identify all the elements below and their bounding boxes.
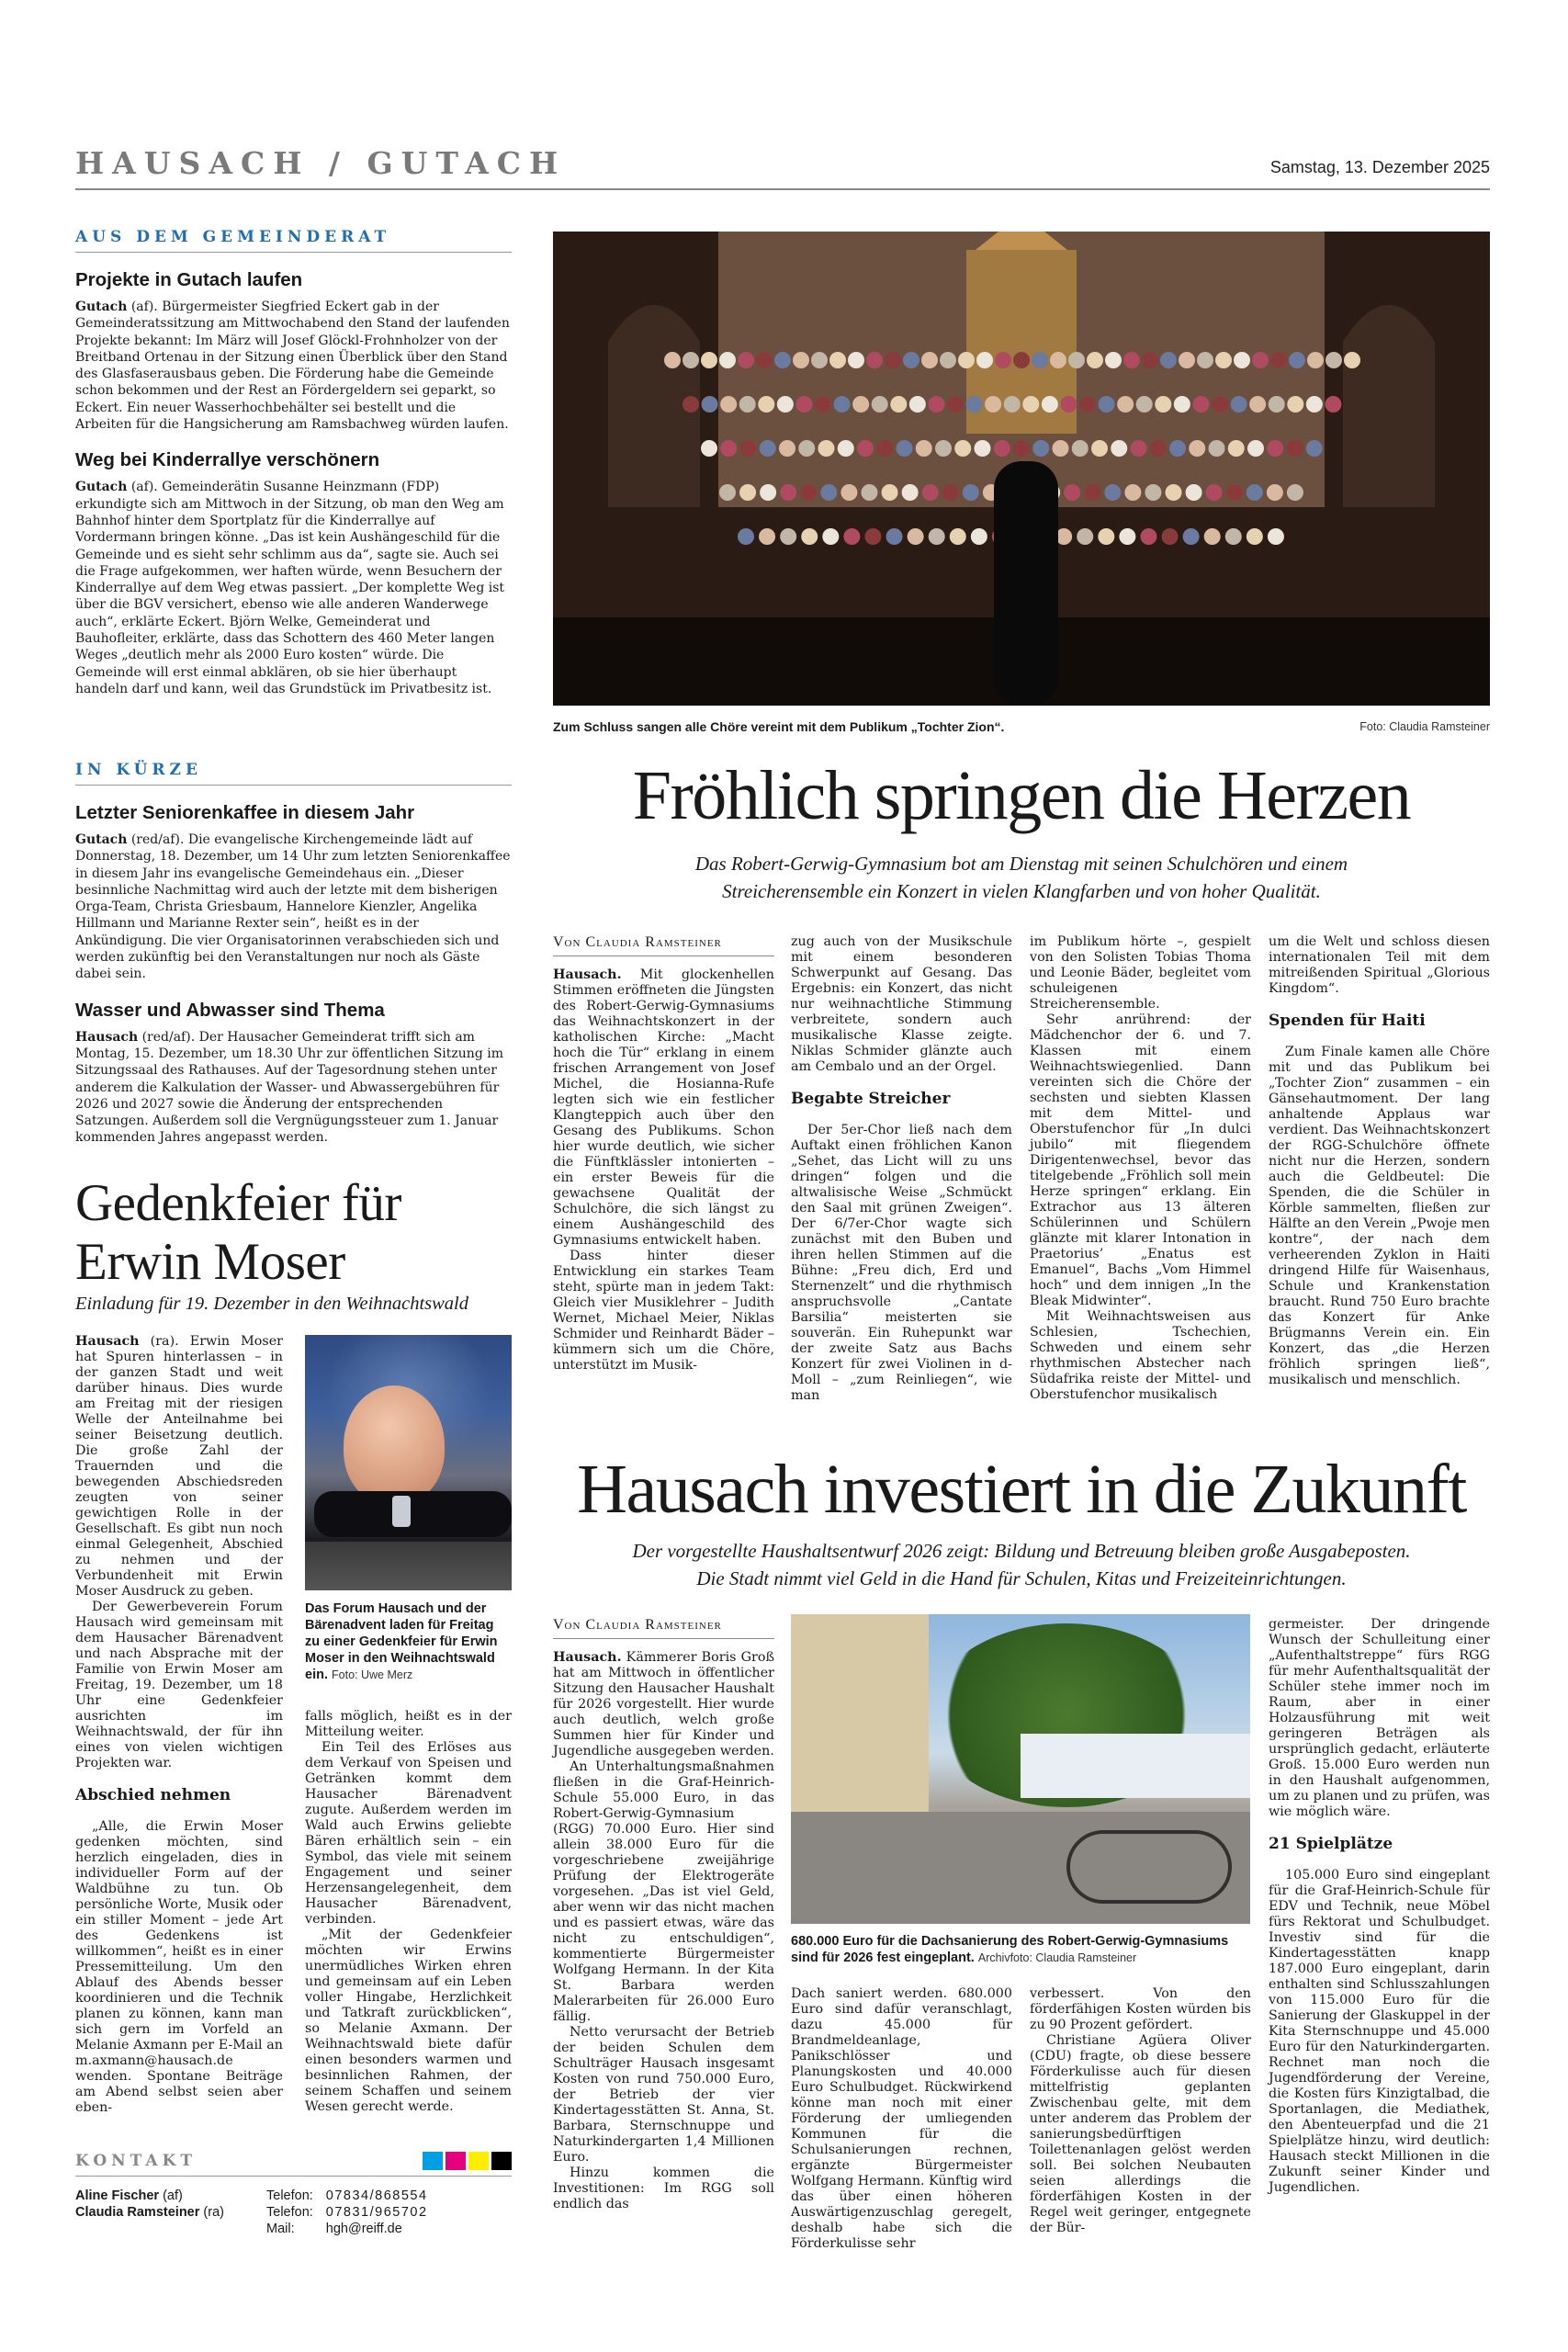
article-column-2 — [791, 934, 1012, 1404]
choir-member — [780, 484, 796, 501]
choir-member — [1136, 396, 1153, 413]
choir-member — [1022, 396, 1039, 413]
article-headline: Hausach investiert in die Zukunft — [577, 1451, 1466, 1528]
choir-member — [1032, 352, 1048, 368]
choir-member — [1289, 352, 1305, 368]
choir-member — [950, 528, 966, 545]
photo-credit: Foto: Uwe Merz — [332, 1668, 413, 1681]
choir-member — [954, 440, 971, 457]
dateline: Hausach — [75, 1334, 140, 1349]
photo-caption: Das Forum Hausach und der Bärenadvent laden für Freitag zu einer Gedenkfeier für Erwin Moser in den Weihnachtswald ein. Foto: Uwe Merz — [305, 1601, 498, 1682]
choir-member — [1099, 396, 1115, 413]
choir-member — [760, 440, 776, 457]
phone-link[interactable]: 07834/868554 — [325, 2188, 428, 2203]
choir-member — [1162, 528, 1179, 545]
choir-member — [1145, 484, 1161, 501]
choir-member — [1287, 440, 1303, 457]
paragraph-text: „Alle, die Erwin Moser gedenken möchten, sind herzlich eingeladen, dies in individueller Form auf der Waldbühne zu tun. Ob persönliche Worte, Musik oder ein stiller Moment – jede Art des Gedenkens ist willkommen“, heißt es in einer Pressemitteilung. Um den Ablauf des Abends besser koordinieren und die Technik planen zu können, kann man sich gern im Vorfeld an Melanie Axmann per E-Mail an m.axmann@hausach.de wenden. Spontane Beiträge am Abend selbst seien aber eben- — [75, 1819, 283, 2115]
choir-member — [818, 440, 835, 457]
choir-member — [1013, 440, 1030, 457]
choir-member — [994, 440, 1010, 457]
choir-member — [1252, 352, 1269, 368]
choir-member — [1225, 528, 1242, 545]
choir-member — [848, 352, 864, 368]
dateline: Gutach — [75, 300, 128, 314]
choir-member — [1042, 396, 1058, 413]
dateline: Gutach — [75, 832, 128, 847]
author-code: (red/af). — [138, 1029, 199, 1045]
choir-member — [1084, 484, 1100, 501]
choir-member — [1124, 484, 1141, 501]
article-column-2 — [791, 1986, 1012, 2252]
cmyk-cyan — [423, 2152, 443, 2170]
paragraph — [553, 1650, 774, 1759]
choir-member — [864, 528, 881, 545]
choir-member — [1123, 352, 1140, 368]
brief-text: Bürgermeister Siegfried Eckert gab in der Gemeinderatssitzung am Mittwochabend den Stand der laufenden Projekte bekannt: Im März will Josef Glöckl-Frohnholzer von der Breitband Ortenau in der Sitzung einen Überblick über den Stand des Glasfaserausbaus geben. Die Förderung habe die Gemeinde schon bekommen und der Rest an Fördergeldern sei geparkt, so Eckert. Ein neuer Wasserhochbehälter sei bestellt und die Arbeiten für die Hangsicherung am Ramsbachweg würden laufen. — [75, 300, 510, 433]
photo-caption: Zum Schluss sangen alle Chöre vereint mit dem Publikum „Tochter Zion“. — [553, 719, 1005, 734]
article-subtitle: Der vorgestellte Haushaltsentwurf 2026 zeigt: Bildung und Betreuung bleiben große Ausgabeposten. Die Stadt nimmt viel Geld in die Hand für Schulen, Kitas und Freizeiteinrichtungen. — [632, 1540, 1411, 1589]
paragraph — [1269, 1868, 1490, 2196]
article-column-1 — [553, 1617, 774, 2212]
choir-member — [928, 396, 944, 413]
choir-member — [682, 396, 699, 413]
choir-member — [756, 352, 773, 368]
paragraph-text: Der Gewerbeverein Forum Hausach wird gemeinsam mit dem Hausacher Bärenadvent und nach Absprache mit der Familie von Erwin Moser am Freitag, 19. Dezember, um 18 Uhr eine Gedenkfeier ausrichten im Weihnachtswald, der für ihn eines von vielen wichtigen Projekten war. — [75, 1600, 283, 1770]
dateline: Hausach — [75, 1029, 139, 1045]
paragraph — [75, 1600, 283, 1771]
choir-member — [779, 440, 795, 457]
paragraph-text: Der 5er-Chor ließ nach dem Auftakt einen fröhlichen Kanon „Sehet, das Licht will zu uns dringen“ folgen und die altwalisische Weise „Schmückt den Saal mit grünen Zweigen“. Der 6/7er-Chor wagte sich zunächst mit den Buben und ihren hellen Stimmen auf die Bühne: „Freu dich, Erd und Sternenzelt“ und die rhythmisch anspruchsvolle „Cantate Barsilia“ meisterten sie souverän. Ein Ruhepunkt war der zweite Satz aus Bachs Konzert für zwei Violinen in d-Moll – „zum Reinliegen“, wie man — [791, 1123, 1012, 1403]
choir-member — [940, 352, 956, 368]
paragraph — [305, 1709, 512, 1740]
brief-headline: Projekte in Gutach laufen — [75, 269, 303, 290]
paragraph-text: 105.000 Euro sind eingeplant für die Graf-Heinrich-Schule für EDV und Technik, neue Möbel fürs Rektorat und Schulbudget. Investiv sind für die Kindertagesstätten knapp 187.000 Euro eingeplant, darin enthalten sind Schlusszahlungen von 115.000 Euro für die Sanierung der Glaskuppel in der Kita Sternschnuppe und 45.000 Euro für den Naturkindergarten. Rechnet man noch die Jugendförderung der Vereine, die Kosten fürs Kinzigtalbad, die Sportanlagen, die Mediathek, den Abenteuerpfad und die 21 Spielplätze hinzu, wird deutlich: Hausach steckt Millionen in die Zukunft seiner Kinder und Jugendlichen. — [1269, 1868, 1490, 2195]
choir-member — [1247, 484, 1263, 501]
choir-member — [1267, 440, 1283, 457]
dateline: Hausach. — [553, 967, 622, 982]
choir-member — [811, 352, 828, 368]
paragraph-text: Sehr anrührend: der Mädchenchor der 6. und 7. Klassen mit einem Weihnachtswiegenlied. Dann vereinten sich die Chöre der sechsten und siebten Klassen mit dem Mittel- und Oberstufenchor für „In dulci jubilo“ mit fliegendem Dirigentenwechsel, bevor das titelgebende „Fröhlich soll mein Herze springen“ erklang. Ein Extrachor aus 13 älteren Schülerinnen und Schülern glänzte mit klarer Intonation in Praetorius’ „Enatus est Emanuel“, Bachs „Vom Himmel hoch“ und dem innigen „In the Bleak Midwinter“. — [1030, 1012, 1251, 1308]
choir-member — [1068, 352, 1085, 368]
choir-member — [922, 484, 939, 501]
cmyk-yellow — [468, 2152, 489, 2170]
choir-member — [843, 528, 860, 545]
paragraph-text: Netto verursacht der Betrieb der beiden Schulen dem Schulträger Hausach insgesamt Kosten von rund 750.000 Euro, der Betrieb der vier Kindertagesstätten St. Anna, St. Barbara, Sternschnuppe und Naturkindergarten 1,4 Millionen Euro. — [553, 2025, 774, 2165]
choir-member — [909, 396, 926, 413]
choir-member — [1077, 528, 1093, 545]
choir-member — [664, 352, 681, 368]
choir-member — [1155, 396, 1171, 413]
choir-member — [1189, 440, 1205, 457]
bicycles — [1066, 1830, 1232, 1904]
choir-member — [1186, 484, 1202, 501]
article-subtitle: Das Robert-Gerwig-Gymnasium bot am Dienstag mit seinen Schulchören und einem Streicherensemble ein Konzert in vielen Klangfarben und von hoher Qualität. — [694, 853, 1348, 902]
paragraph-text: germeister. Der dringende Wunsch der Schulleitung einer „Aufenthaltstreppe“ fürs RGG für mehr Aufenthaltsqualität der Schüler stehe immer noch im Raum, aber in einer Holzausführung mit weit geringeren Beträgen als ursprünglich gedacht, erläuterte Groß. 15.000 Euro werden nun in den Haushalt aufgenommen, um zu planen und zu prüfen, was wie möglich wäre. — [1269, 1617, 1491, 1819]
choir-member — [1234, 352, 1250, 368]
choir-member — [1204, 528, 1221, 545]
choir-member — [1142, 352, 1158, 368]
paragraph-text: Zum Finale kamen alle Chöre mit und das Publikum bei „Tochter Zion“ zusammen – ein Gänsehautmoment. Der lang anhaltende Applaus war verdient. Das Weihnachtskonzert der RGG-Schulchöre öffnete nicht nur die Herzen, sondern auch die Geldbeutel: Die Spenden, die die Schüler in Körble sammelten, fließen zur Hälfte an den Verein „Pwoje men kontre“, der nach dem verheerenden Zyklon in Haiti dringend Hilfe für Waisenhaus, Schule und Krankenstation braucht. Rund 750 Euro brachte das Konzert für Anke Brügmanns Verein ein. Ein Konzert, das „die Herzen fröhlich springen ließ“, musikalisch und menschlich. — [1269, 1045, 1490, 1387]
choir-member — [1268, 528, 1284, 545]
choir-member — [916, 440, 932, 457]
choir-member — [1169, 440, 1186, 457]
choir-member — [1117, 396, 1134, 413]
paragraph — [791, 1986, 1012, 2252]
article-column — [305, 1709, 512, 2115]
choir-member — [942, 484, 959, 501]
choir-member — [820, 484, 837, 501]
brief-body — [75, 1029, 512, 1147]
choir-member — [963, 484, 979, 501]
choir-member — [947, 396, 964, 413]
article-column-1 — [553, 934, 774, 1374]
paragraph — [1269, 1045, 1490, 1388]
choir-member — [1228, 440, 1245, 457]
choir-member — [798, 440, 815, 457]
paragraph-text: Mit Weihnachtsweisen aus Schlesien, Tschechien, Schweden und einem sehr rhythmischen Abstecher nach Südafrika reiste der Mittel- und Oberstufenchor musikalisch — [1030, 1309, 1251, 1402]
paragraph — [553, 1249, 774, 1374]
paragraph — [791, 934, 1012, 1075]
paragraph — [791, 1123, 1012, 1404]
choir-member — [739, 484, 756, 501]
brief-text: Gemeinderätin Susanne Heinzmann (FDP) erkundigte sich am Mittwoch in der Sitzung, ob man den Weg am Bahnhof hinter dem Sportplatz für die Kinderrallye auf Vordermann bringen könne. „Das ist kein Aushängeschild für die Gemeinde und es sieht sehr schlimm aus da“, sagte sie. Auch sei die Frage aufgekommen, wer haften würde, wenn Besuchern der Kinderrallye auf dem Weg etwas passiert. „Der komplette Weg ist über die BGV versichert, ebenso wie alle anderen Wanderwege auch“, erklärte Eckert. Björn Welke, Gemeinderat und Bauhofleiter, erklärte, dass das Schottern des 460 Meter langen Weges „deutlich mehr als 2000 Euro kosten“ würde. Die Gemeinde will erst einmal abklären, ob sie hier überhaupt handeln darf und kann, weil das Grundstück im Privatbesitz ist. — [75, 480, 505, 696]
subheading: Spenden für Haiti — [1269, 1012, 1426, 1030]
choir-member — [1091, 440, 1108, 457]
choir-member — [902, 484, 919, 501]
choir-member — [793, 352, 809, 368]
choir-member — [1064, 484, 1080, 501]
paragraph-text: Christiane Agüera Oliver (CDU) fragte, ob diese bessere Förderkulisse auch für diesen mittelfristig geplanten Zwischenbau gelte, mit dem unter anderem das Problem der sanierungsbedürftigen Toilettenanlagen gelöst werden soll. Bei solchen Neubauten seien allerdings die förderfähigen Kosten in der Regel weit geringer, entgegnete der Bür- — [1030, 2033, 1251, 2235]
paragraph — [1030, 1309, 1251, 1403]
choir-member — [1306, 440, 1323, 457]
choir-member — [966, 396, 983, 413]
choir-member — [890, 396, 907, 413]
choir-member — [1111, 440, 1127, 457]
dateline: Hausach. — [553, 1650, 622, 1665]
choir-member — [702, 396, 718, 413]
choir-member — [760, 484, 776, 501]
subheading: Abschied nehmen — [75, 1786, 231, 1804]
choir-member — [1032, 440, 1049, 457]
paragraph-text: An Unterhaltungsmaßnahmen fließen in die Graf-Heinrich-Schule 55.000 Euro, in das Robert-Gerwig-Gymnasium (RGG) 70.000 Euro. Hier sind allein 38.000 Euro für die vorgeschriebene zweijährige Prüfung der Elektrogeräte vorgesehen. „Das ist viel Geld, aber wenn wir das nicht machen und es passiert etwas, wäre das nicht zu entschuldigen“, kommentierte Bürgermeister Wolfgang Hermann. In der Kita St. Barbara werden Malerarbeiten für 26.000 Euro fällig. — [553, 1759, 774, 2024]
choir-member — [1053, 440, 1069, 457]
choir-member — [1166, 484, 1182, 501]
choir-member — [975, 440, 991, 457]
choir-member — [1287, 396, 1303, 413]
choir-member — [1131, 440, 1147, 457]
paragraph-text: im Publikum hörte –, gespielt von den Solisten Tobias Thoma und Leonie Bäder, begleitet vom schuleigenen Streicherensemble. — [1030, 934, 1251, 1012]
choir-member — [834, 396, 851, 413]
gemeinderat-section — [75, 228, 512, 697]
paragraph — [75, 1334, 283, 1600]
kontakt-box — [75, 2152, 512, 2237]
section-title: HAUSACH / GUTACH — [75, 145, 567, 181]
dateline: Gutach — [75, 480, 128, 495]
section-kicker: AUS DEM GEMEINDERAT — [75, 228, 512, 253]
author-code: (red/af). — [127, 832, 188, 847]
choir-member — [971, 528, 987, 545]
choir-member — [985, 396, 1001, 413]
choir-member — [995, 352, 1011, 368]
choir-member — [1072, 440, 1089, 457]
choir-member — [1174, 396, 1190, 413]
choir-member — [1119, 528, 1135, 545]
choir-member — [1004, 396, 1021, 413]
brief-text: Der Hausacher Gemeinderat trifft sich am Montag, 15. Dezember, um 18.30 Uhr zur öffentlichen Sitzung im Sitzungssaal des Rathauses. Auf der Tagesordnung stehen unter anderem die Kalkulation der Wasser- und Abwassergebühren für 2026 und 2027 sowie die Änderung der entsprechenden Satzungen. Außerdem soll die Vergnügungssteuer zum 1. Januar kommenden Jahres angepasst werden. — [75, 1029, 503, 1146]
choir-member — [1087, 352, 1103, 368]
watch-icon — [392, 1496, 411, 1527]
choir-member — [866, 352, 883, 368]
paragraph-text: Kämmerer Boris Groß hat am Mittwoch in öffentlicher Sitzung den Hausacher Haushalt für 2026 vorgestellt. Hier wurde auch deutlich, welch große Summen hier für Kinder und Jugendliche ausgegeben werden. — [553, 1650, 774, 1758]
choir-member — [1013, 352, 1030, 368]
choir-member — [1306, 396, 1323, 413]
paragraph-text: um die Welt und schloss diesen internationalen Teil mit dem mitreißenden Spiritual „Glorious Kingdom“. — [1269, 934, 1490, 996]
paragraph — [1269, 934, 1490, 997]
choir-member — [1050, 352, 1066, 368]
choir-member — [897, 440, 913, 457]
choir-member — [1215, 352, 1232, 368]
header-rule — [75, 188, 1490, 190]
choir-member — [1192, 396, 1209, 413]
choir-member — [1060, 396, 1077, 413]
paragraph-text: verbessert. Von den förderfähigen Kosten würden bis zu 90 Prozent gefördert. — [1030, 1986, 1251, 2032]
choir-member — [1226, 484, 1243, 501]
choir-member — [738, 528, 754, 545]
subheading: 21 Spielplätze — [1269, 1835, 1393, 1853]
photo-caption: 680.000 Euro für die Dachsanierung des Robert-Gerwig-Gymnasiums sind für 2026 fest eingeplant. Archivfoto: Claudia Ramsteiner — [791, 1934, 1229, 1965]
kurz-section — [75, 761, 512, 1147]
choir-member — [1140, 528, 1156, 545]
paragraph — [305, 1928, 512, 2115]
choir-member — [1231, 396, 1247, 413]
subheading: Begabte Streicher — [791, 1090, 951, 1108]
article-column-3 — [1030, 934, 1251, 1403]
kontakt-table: Aline Fischer (af) Telefon: 07834/868554 Claudia Ramsteiner (ra) Telefon: 07831/965702 Mail: hgh@reiff.de — [75, 2188, 441, 2237]
paragraph-text: falls möglich, heißt es in der Mitteilung weiter. — [305, 1709, 512, 1739]
choir-member — [852, 396, 869, 413]
paragraph-text: zug auch von der Musikschule mit einem besonderen Schwerpunkt auf Gesang. Das Ergebnis: ein Konzert, das nicht nur weihnachtliche Stimmung verbreitete, sondern auch musikalische Klasse zeigte. Niklas Schmider glänzte auch am Cembalo und an der Orgel. — [791, 934, 1012, 1074]
choir-member — [801, 528, 818, 545]
choir-member — [829, 352, 846, 368]
author-code: (ra). — [139, 1334, 190, 1349]
choir-member — [1247, 528, 1263, 545]
paragraph-text: Dass hinter dieser Entwicklung ein starkes Team steht, spürte man in jedem Takt: Gleich vier Musiklehrer – Judith Wernet, Michael Meier, Niklas Schmider und Reinhardt Bäder – kümmern sich um die Chöre, unterstützt im Musik- — [553, 1249, 774, 1373]
choir-member — [929, 528, 945, 545]
choir-member — [1160, 352, 1177, 368]
choir-member — [1197, 352, 1213, 368]
choir-member — [1344, 352, 1360, 368]
choir-member — [738, 352, 754, 368]
paragraph — [1030, 1012, 1251, 1309]
article-headline: Gedenkfeier für Erwin Moser — [75, 1174, 401, 1291]
author-code: (af). — [127, 300, 163, 314]
choir-member — [1183, 528, 1200, 545]
choir-member — [876, 440, 893, 457]
choir-member — [822, 528, 839, 545]
choir-member — [795, 396, 812, 413]
choir-member — [1150, 440, 1167, 457]
church-interior-illustration — [553, 232, 1490, 706]
paragraph — [553, 967, 774, 1249]
choir-member — [1325, 352, 1342, 368]
school-building-photo — [791, 1614, 1250, 1924]
choir-member — [759, 528, 775, 545]
choir-member — [1270, 352, 1287, 368]
choir-member — [1105, 352, 1122, 368]
paragraph — [75, 1819, 283, 2116]
brief-headline: Weg bei Kinderrallye verschönern — [75, 449, 380, 471]
photo-credit: Foto: Claudia Ramsteiner — [1359, 720, 1490, 733]
choir-member — [882, 484, 898, 501]
choir-member — [1098, 528, 1114, 545]
author-code: (af). — [127, 480, 163, 495]
choir-member — [1325, 396, 1341, 413]
choir-member — [1209, 440, 1225, 457]
paragraph-text: Erwin Moser hat Spuren hinterlassen – in der ganzen Stadt und weit darüber hinaus. Dies wurde am Freitag mit der riesigen Welle der Anteilnahme bei seiner Beisetzung deutlich. Die große Zahl der Trauernden und die bewegenden Abschiedsreden zeugten von seiner gewichtigen Rolle in der Gesellschaft. Es gibt nun noch einmal Gelegenheit, Abschied zu nehmen und der Verbundenheit mit Erwin Moser Ausdruck zu geben. — [75, 1334, 283, 1599]
choir-member — [682, 352, 699, 368]
choir-member — [774, 352, 791, 368]
paragraph-text: Mit glockenhellen Stimmen eröffneten die Jüngsten des Robert-Gerwig-Gymnasiums das Weihnachtskonzert in der katholischen Kirche: „Macht hoch die Tür“ erklang in einem frischen Arrangement von Josef Michel, die Hosianna-Rufe legten sich wie ein festlicher Klangteppich auch über den Gesang des Publikums. Schon hier wurde deutlich, wie sicher die Fünftklässler intonierten – ein erster Beweis für die gewachsene Qualität der Schulchöre, die sich längst zu einem Aushängeschild des Gymnasiums entwickelt haben. — [553, 967, 774, 1248]
brief-body — [75, 299, 512, 433]
article-subtitle: Einladung für 19. Dezember in den Weihnachtswald — [75, 1294, 468, 1314]
paragraph — [1269, 1617, 1490, 1820]
paragraph-text: Ein Teil des Erlöses aus dem Verkauf von Speisen und Getränken kommt dem Hausacher Bärenadvent zugute. Außerdem werden im Wald auch Erwins geliebte Bären erhältlich sein – ein Symbol, das viele mit seinem Engagement und seiner Herzensangelegenheit, dem Hausacher Bärenadvent, verbinden. — [305, 1740, 512, 1927]
brief-headline: Wasser und Abwasser sind Thema — [75, 999, 385, 1021]
choir-member — [885, 352, 901, 368]
choir-member — [838, 440, 854, 457]
cmyk-marks — [423, 2152, 512, 2170]
choir-member — [720, 396, 737, 413]
phone-link[interactable]: 07831/965702 — [325, 2205, 428, 2220]
paragraph — [1030, 2033, 1251, 2236]
paragraph — [553, 2025, 774, 2165]
paragraph-text: Dach saniert werden. 680.000 Euro sind dafür veranschlagt, dazu 45.000 für Brandmeldeanlage, Panikschlösser und Planungskosten und 40.000 Euro Schulbudget. Rückwirkend könne man noch mit einer Förderung der umliegenden Kommunen für die Schulsanierungen rechnen, ergänzte Bürgermeister Wolfgang Hermann. Künftig wird das über einen höheren Auswärtigenzuschlag geregelt, deshalb habe sich die Förderkulisse sehr — [791, 1986, 1013, 2251]
paragraph — [1030, 1986, 1251, 2033]
article-column — [75, 1334, 283, 2116]
choir-member — [1212, 396, 1228, 413]
choir-member — [777, 396, 794, 413]
paragraph — [553, 2165, 774, 2212]
choir-member — [861, 484, 877, 501]
byline: Von Claudia Ramsteiner — [553, 1617, 774, 1639]
paragraph-text: Hinzu kommen die Investitionen: Im RGG soll endlich das — [553, 2165, 774, 2211]
choir-member — [1104, 484, 1121, 501]
paragraph-text: „Mit der Gedenkfeier möchten wir Erwins unermüdliches Wirken ehren und gemeinsam auf ein Leben voller Hingabe, Herzlichkeit und Tatkraft zurückblicken“, so Melanie Axmann. Der Weihnachtswald biete dafür einen besonders warmen und besinnlichen Rahmen, der seinem Schaffen und seinem Wesen gerecht werde. — [305, 1928, 512, 2114]
choir-member — [800, 484, 817, 501]
choir-member — [935, 440, 952, 457]
choir-member — [719, 352, 736, 368]
email-link[interactable]: hgh@reiff.de — [325, 2222, 402, 2236]
choir-member — [1307, 352, 1324, 368]
paragraph — [553, 1759, 774, 2025]
choir-member — [1179, 352, 1195, 368]
article-column-4 — [1269, 934, 1490, 1388]
choir-member — [1267, 484, 1283, 501]
byline: Von Claudia Ramsteiner — [553, 934, 774, 956]
choir-member — [908, 528, 924, 545]
choir-member — [857, 440, 874, 457]
books — [305, 1542, 512, 1590]
choir-member — [921, 352, 938, 368]
brief-headline: Letzter Seniorenkaffee in diesem Jahr — [75, 802, 415, 823]
issue-date: Samstag, 13. Dezember 2025 — [1269, 158, 1490, 176]
choir-member — [1247, 440, 1264, 457]
paragraph — [305, 1740, 512, 1928]
brief-body — [75, 479, 512, 697]
choir-member — [976, 352, 993, 368]
choir-member — [1079, 396, 1096, 413]
choir-member — [740, 440, 757, 457]
choir-member — [840, 484, 857, 501]
paragraph — [1030, 934, 1251, 1012]
choir-member — [701, 352, 717, 368]
section-kicker: IN KÜRZE — [75, 761, 512, 786]
choir-member — [958, 352, 975, 368]
brief-body — [75, 831, 512, 983]
cmyk-magenta — [446, 2152, 466, 2170]
choir-member — [1206, 484, 1223, 501]
cmyk-black — [491, 2152, 512, 2170]
choir-member — [701, 440, 717, 457]
choir-member — [719, 484, 736, 501]
background-building — [1021, 1734, 1250, 1798]
kontakt-kicker: KONTAKT — [75, 2152, 197, 2170]
choir-member — [720, 440, 737, 457]
choir-member — [1287, 484, 1303, 501]
erwin-moser-photo — [305, 1335, 512, 1590]
brief-text: Die evangelische Kirchengemeinde lädt auf Donnerstag, 18. Dezember, um 14 Uhr zum letzten Seniorenkaffee in diesem Jahr ins evangelische Gemeindehaus ein. „Dieser besinnliche Nachmittag wird auch der letzte mit dem bisherigen Orga-Team, Christa Griesbaum, Hannelore Kienzler, Angelika Hillmann und Marianne Rexter sein“, heißt es in der Ankündigung. Die vier Organisatorinnen verabschieden sich und werden zukünftig bei den Veranstaltungen nur noch als Gäste dabei sein. — [75, 832, 511, 982]
choir-member — [1249, 396, 1266, 413]
choir-member — [815, 396, 831, 413]
portrait-face — [344, 1385, 445, 1505]
choir-member — [903, 352, 919, 368]
choir-member — [758, 396, 774, 413]
choir-member — [872, 396, 888, 413]
article-column-3 — [1030, 1986, 1251, 2236]
photo-credit: Archivfoto: Claudia Ramsteiner — [977, 1951, 1137, 1964]
choir-member — [739, 396, 756, 413]
article-headline: Fröhlich springen die Herzen — [632, 757, 1411, 834]
school-building — [791, 1614, 929, 1826]
choir-member — [780, 528, 796, 545]
choir-member — [886, 528, 903, 545]
portrait-arms — [314, 1491, 512, 1537]
article-column-4 — [1269, 1617, 1490, 2196]
choir-concert-photo — [553, 232, 1490, 706]
choir-member — [1269, 396, 1285, 413]
